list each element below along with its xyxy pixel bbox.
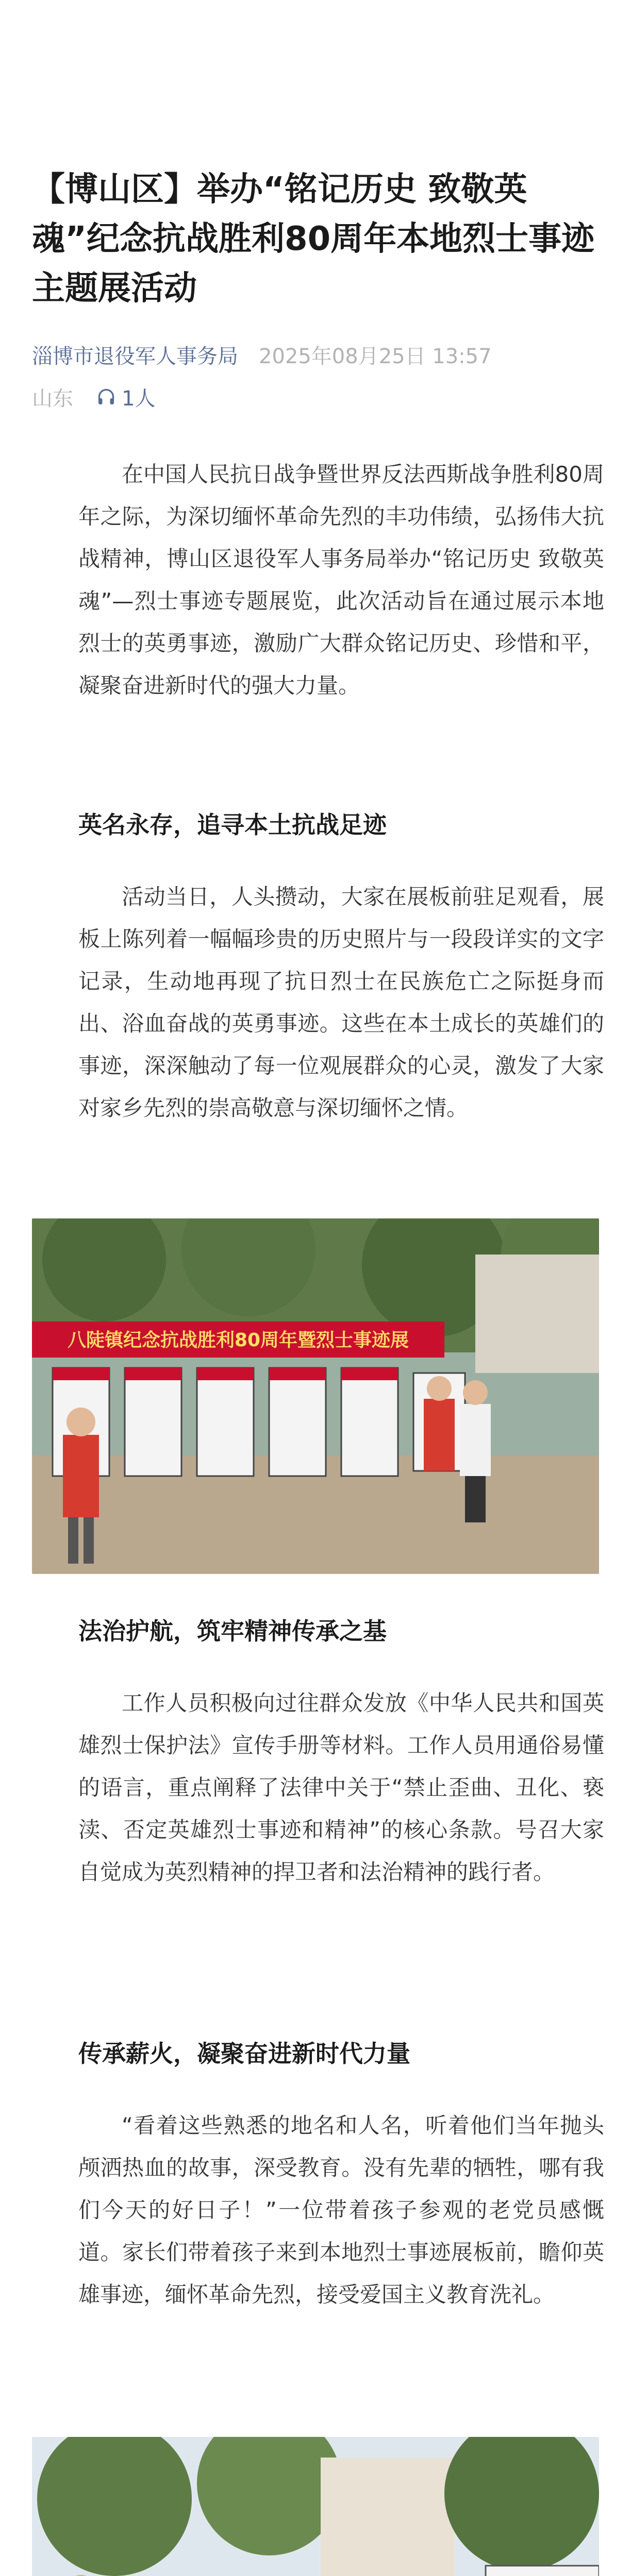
location-text: 山东	[32, 386, 73, 411]
listen-button[interactable]	[97, 382, 155, 412]
exhibition-board-illustration	[32, 1218, 599, 1574]
section3-heading: 传承薪火，凝聚奋进新时代力量	[78, 2040, 410, 2067]
intro-paragraph: 在中国人民抗日战争暨世界反法西斯战争胜利80周年之际，为深切缅怀革命先烈的丰功伟绩，弘扬伟大抗战精神，博山区退役军人事务局举办“铭记历史 致敬英魂”—烈士事迹专题展览，此次活动旨在通过展示本地烈士的英勇事迹，激励广大群众铭记历史、珍惜和平，凝聚奋进新时代的强大力量。	[78, 462, 604, 698]
publish-time: 2025年08月25日 13:57	[259, 344, 492, 368]
section3-paragraph: “看着这些熟悉的地名和人名，听着他们当年抛头颅洒热血的故事，深受教育。没有先辈的牺牲，哪有我们今天的好日子！”一位带着孩子参观的老党员感慨道。家长们带着孩子来到本地烈士事迹展板前，瞻仰英雄事迹，缅怀革命先烈，接受爱国主义教育洗礼。	[78, 2113, 604, 2307]
exhibition-photo-1[interactable]	[32, 1218, 599, 1574]
article-meta	[32, 340, 492, 369]
article-title: 【博山区】举办“铭记历史 致敬英魂”纪念抗战胜利80周年本地烈士事迹主题展活动	[32, 171, 595, 308]
banner-text: 八陡镇纪念抗战胜利80周年暨烈士事迹展	[67, 1330, 409, 1351]
location-row	[32, 382, 155, 411]
headphones-icon	[97, 387, 115, 406]
listener-count: 1人	[122, 386, 156, 411]
exhibition-photo-2[interactable]	[32, 2437, 599, 2576]
account-name-link[interactable]: 淄博市退役军人事务局	[32, 344, 238, 368]
section2-paragraph: 工作人员积极向过往群众发放《中华人民共和国英雄烈士保护法》宣传手册等材料。工作人员用通俗易懂的语言，重点阐释了法律中关于“禁止歪曲、丑化、亵渎、否定英雄烈士事迹和精神”的核心条款。号召大家自觉成为英烈精神的捍卫者和法治精神的践行者。	[78, 1690, 604, 1885]
section1-heading: 英名永存，追寻本土抗战足迹	[78, 811, 387, 839]
section1-paragraph: 活动当日，人头攒动，大家在展板前驻足观看，展板上陈列着一幅幅珍贵的历史照片与一段段详实的文字记录，生动地再现了抗日烈士在民族危亡之际挺身而出、浴血奋战的英勇事迹。这些在本土成长的英雄们的事迹，深深触动了每一位观展群众的心灵，激发了大家对家乡先烈的崇高敬意与深切缅怀之情。	[78, 884, 604, 1121]
section2-heading: 法治护航，筑牢精神传承之基	[78, 1617, 387, 1645]
visitors-illustration	[32, 2437, 599, 2576]
